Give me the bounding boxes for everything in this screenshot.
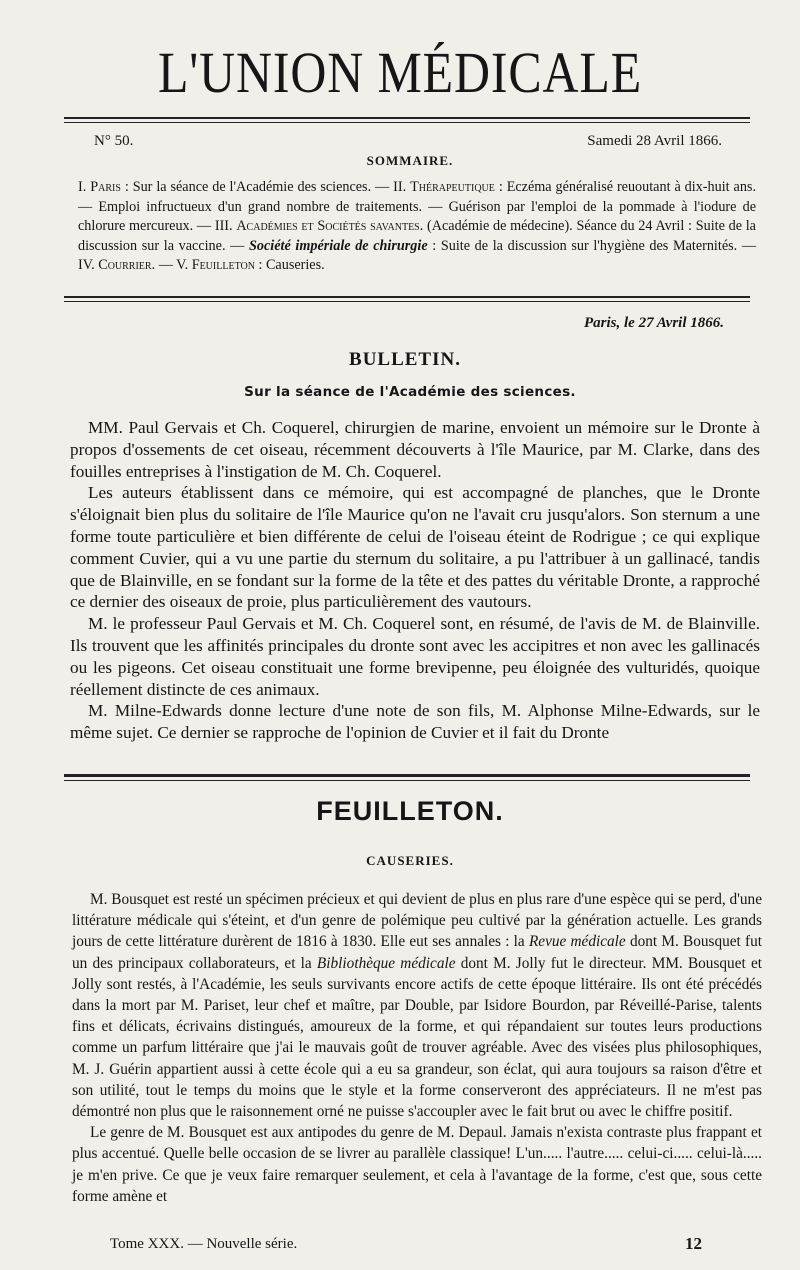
masthead-title: L'UNION MÉDICALE (157, 40, 643, 105)
feuilleton-paragraph: M. Bousquet est resté un spécimen précieux et qui devient de plus en plus rare d'une espèce qui se perd, d'une littérature médicale qui s'éteint, et d'un genre de polémique peu cultivé par la génération actuelle. Les grands jours de cette littérature durèrent de 1816 à 1830. Elle eut ses annales : la Revue médicale dont M. Bousquet fut un des principaux collaborateurs, et la Bibliothèque médicale dont M. Jolly fut le directeur. MM. Bousquet et Jolly sont restés, à l'Académie, les seuls survivants encore actifs de cette époque littéraire. Ils ont été précédés dans la mort par M. Pariset, leur chef et maître, par Double, par Isidore Bourdon, par Réveillé-Parise, talents fins et délicats, écrivains distingués, amoureux de la forme, et qui répandaient sur toutes leurs productions comme un parfum littéraire que j'ai le mauvais goût de trouver agréable. Avec des visées plus philosophiques, M. J. Guérin appartient aussi à cette école qui a eu sa grandeur, son éclat, qui aura toujours sa raison d'être et son utilité, tout le temps du moins que le style et la forme conserveront des appréciateurs. Il ne m'est pas démontré non plus que le raisonnement orné ne puisse s'accoupler avec le fait brut ou avec le chiffre positif. (72, 891, 762, 1121)
feuilleton-body (72, 889, 762, 1207)
bulletin-title: BULLETIN. (349, 349, 461, 370)
bulletin-subtitle: Sur la séance de l'Académie des sciences. (244, 384, 576, 400)
feuilleton-paragraph: Le genre de M. Bousquet est aux antipodes du genre de M. Depaul. Jamais n'exista contraste plus frappant et plus accentué. Quelle belle occasion de se livrer au parallèle classique! L'un..... l'autre..... celui-ci..... celui-là..... je m'en prive. Ce que je veux faire remarquer seulement, et cela à l'avantage de la forme, c'est que, sous cette forme amène et (72, 1124, 762, 1205)
issue-date: Samedi 28 Avril 1866. (587, 133, 722, 149)
bulletin-paragraph: M. le professeur Paul Gervais et M. Ch. Coquerel sont, en résumé, de l'avis de M. de Blainville. Ils trouvent que les affinités principales du dronte sont avec les accipitres et non avec les gallinacés ou les pigeons. Cet oiseau constituait une forme brevipenne, peu éloignée des vulturidés, quoique réellement distincte de ces animaux. (70, 614, 760, 699)
issue-number: N° 50. (94, 133, 134, 149)
sommaire-rule (64, 296, 750, 298)
bulletin-paragraph: M. Milne-Edwards donne lecture d'une note de son fils, M. Alphonse Milne-Edwards, sur le même sujet. Ce dernier se rapproche de l'opinion de Cuvier et il fait du Dronte (70, 701, 760, 743)
feuilleton-title: FEUILLETON. (316, 796, 504, 826)
sommaire-rule-thin (64, 301, 750, 302)
feuilleton-rule-thin (64, 780, 750, 781)
feuilleton-subtitle: CAUSERIES. (366, 853, 454, 868)
feuilleton-rule (64, 774, 750, 777)
sommaire-text: I. Paris : Sur la séance de l'Académie des sciences. — II. Thérapeutique : Eczéma généralisé reuoutant à dix-huit ans. — Emploi infructueux d'un grand nombre de traitements. — Guérison par l'emploi de la pommade à l'iodure de chlorure mercureux. — III. Académies et Sociétés savantes. (Académie de médecine). Séance du 24 Avril : Suite de la discussion sur la vaccine. — Société impériale de chirurgie : Suite de la discussion sur l'hygiène des Maternités. — IV. Courrier. — V. Feuilleton : Causeries. (78, 179, 757, 273)
masthead-rule (64, 117, 750, 119)
bulletin-paragraph: MM. Paul Gervais et Ch. Coquerel, chirurgien de marine, envoient un mémoire sur le Dronte à propos d'ossements de cet oiseau, récemment découverts à l'île Maurice, par M. Clarke, dans des fouilles entreprises à l'instigation de M. Ch. Coquerel. (70, 418, 760, 481)
bulletin-paragraph: Les auteurs établissent dans ce mémoire, qui est accompagné de planches, que le Dronte s'éloignait bien plus du solitaire de l'île Maurice qu'on ne l'avait cru jusqu'alors. Son sternum a une forme toute particulière et bien différente de celui de l'oiseau éteint de Rodrigue ; ce qui explique comment Cuvier, qui a vu une partie du sternum du solitaire, a pu l'attribuer à un gallinacé, tandis que de Blainville, en se fondant sur la forme de la tête et des pattes du véritable Dronte, a rapproché ce dernier des oiseaux de proie, plus particulièrement des vautours. (70, 483, 760, 612)
masthead-rule-thin (64, 122, 750, 123)
bulletin-dateline: Paris, le 27 Avril 1866. (584, 315, 724, 331)
page-number: 12 (685, 1234, 702, 1253)
bulletin-body (70, 417, 760, 744)
sommaire-title: SOMMAIRE. (366, 153, 454, 168)
volume-note: Tome XXX. — Nouvelle série. (110, 1236, 298, 1252)
